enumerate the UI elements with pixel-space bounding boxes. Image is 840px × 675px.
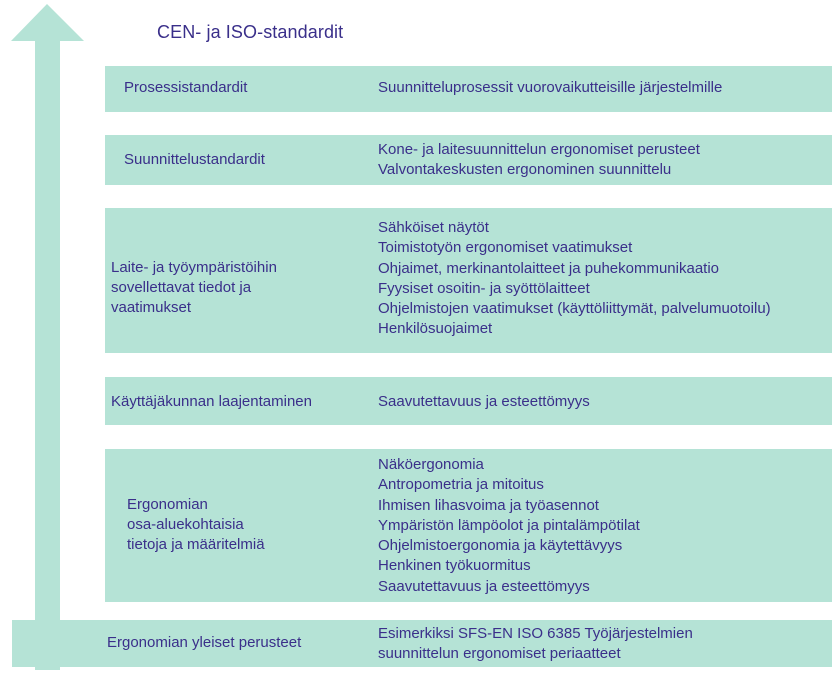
list-item: Fyysiset osoitin- ja syöttölaitteet bbox=[378, 279, 590, 297]
list-item: Antropometria ja mitoitus bbox=[378, 476, 544, 494]
list-item: Näköergonomia bbox=[378, 456, 484, 473]
row-category-4: Käyttäjäkunnan laajentaminen bbox=[111, 393, 312, 410]
list-item: Esimerkiksi SFS-EN ISO 6385 Työjärjestelmien bbox=[378, 625, 693, 642]
row-items-3 bbox=[378, 218, 771, 340]
row-items-4 bbox=[378, 392, 590, 412]
list-item: Ohjelmistojen vaatimukset (käyttöliittymät, palvelumuotoilu) bbox=[378, 300, 771, 318]
row-category-5: Ergonomian osa-aluekohtaisia tietoja ja määritelmiä bbox=[127, 496, 265, 553]
list-item: Henkilösuojaimet bbox=[378, 320, 493, 338]
row-category-6: Ergonomian yleiset perusteet bbox=[107, 634, 302, 651]
arrow-head bbox=[11, 4, 84, 41]
row-items-5 bbox=[378, 455, 640, 597]
list-item: suunnittelun ergonomiset periaatteet bbox=[378, 645, 621, 663]
row-items-1 bbox=[378, 78, 722, 98]
list-item: Ihmisen lihasvoima ja työasennot bbox=[378, 496, 599, 514]
list-item: Ohjelmistoergonomia ja käytettävyys bbox=[378, 537, 623, 555]
list-item: Saavutettavuus ja esteettömyys bbox=[378, 393, 590, 410]
list-item: Suunnitteluprosessit vuorovaikutteisille järjestelmille bbox=[378, 79, 723, 96]
list-item: Ympäristön lämpöolot ja pintalämpötilat bbox=[378, 516, 640, 534]
upward-arrow-icon bbox=[0, 0, 100, 675]
list-item: Valvontakeskusten ergonominen suunnittelu bbox=[378, 161, 672, 179]
list-item: Ohjaimet, merkinantolaitteet ja puhekommunikaatio bbox=[378, 259, 720, 277]
list-item: Kone- ja laitesuunnittelun ergonomiset perusteet bbox=[378, 141, 700, 158]
list-item: Sähköiset näytöt bbox=[378, 219, 489, 236]
arrow-shaft bbox=[35, 40, 60, 670]
row-items-2 bbox=[378, 140, 700, 181]
row-category-3: Laite- ja työympäristöihin sovellettavat tiedot ja vaatimukset bbox=[111, 259, 277, 316]
list-item: Saavutettavuus ja esteettömyys bbox=[378, 577, 590, 595]
list-item: Henkinen työkuormitus bbox=[378, 557, 531, 575]
list-item: Toimistotyön ergonomiset vaatimukset bbox=[378, 239, 633, 257]
row-category-2: Suunnittelustandardit bbox=[124, 151, 265, 168]
row-items-6 bbox=[378, 624, 693, 665]
row-category-1: Prosessistandardit bbox=[124, 79, 248, 96]
diagram-title: CEN- ja ISO-standardit bbox=[157, 22, 344, 42]
